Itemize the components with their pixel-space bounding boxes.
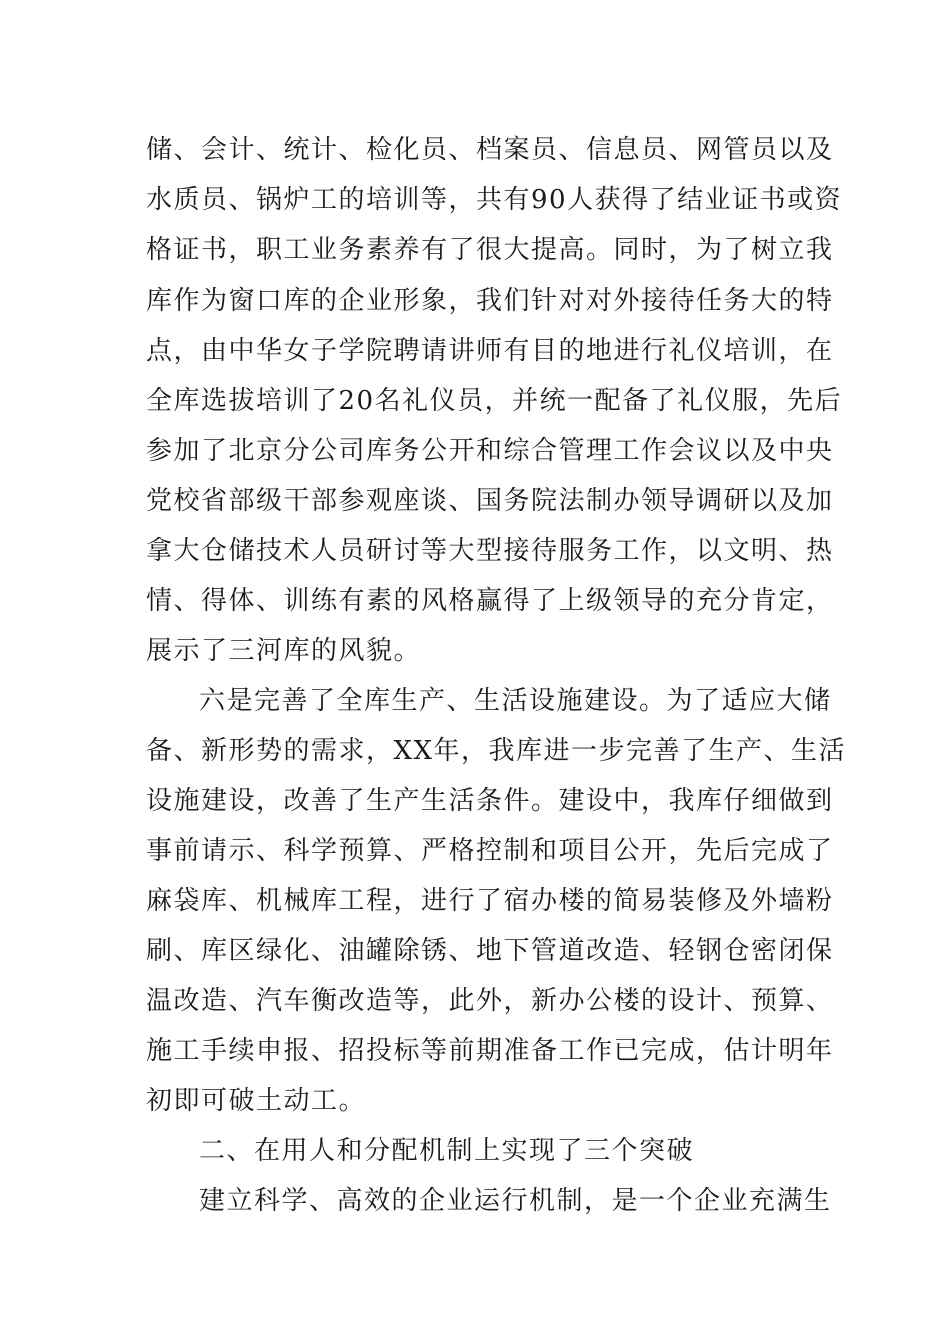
text-line: 情、得体、训练有素的风格赢得了上级领导的充分肯定， [146,586,834,616]
text-line: 点，由中华女子学院聘请讲师有目的地进行礼仪培训，在 [146,336,834,366]
text-line: 麻袋库、机械库工程，进行了宿办楼的简易装修及外墙粉 [146,886,834,916]
text-line: 水质员、锅炉工的培训等，共有90人获得了结业证书或资 [146,185,843,215]
text-line: 拿大仓储技术人员研讨等大型接待服务工作，以文明、热 [146,536,834,566]
text-line: 初即可破土动工。 [146,1086,367,1116]
text-line: 全库选拔培训了20名礼仪员，并统一配备了礼仪服，先后 [146,386,843,416]
paragraph-first-line: 六是完善了全库生产、生活设施建设。为了适应大储 [199,686,832,716]
text-line: 党校省部级干部参观座谈、国务院法制办领导调研以及加 [146,486,834,516]
paragraph-first-line: 建立科学、高效的企业运行机制，是一个企业充满生 [199,1186,832,1216]
text-line: 温改造、汽车衡改造等，此外，新办公楼的设计、预算、 [146,986,834,1016]
text-line: 施工手续申报、招投标等前期准备工作已完成，估计明年 [146,1036,834,1066]
text-line: 库作为窗口库的企业形象，我们针对对外接待任务大的特 [146,286,834,316]
text-line: 储、会计、统计、检化员、档案员、信息员、网管员以及 [146,135,834,165]
text-line: 事前请示、科学预算、严格控制和项目公开，先后完成了 [146,836,834,866]
text-line: 备、新形势的需求，XX年，我库进一步完善了生产、生活 [146,736,847,766]
text-line: 刷、库区绿化、油罐除锈、地下管道改造、轻钢仓密闭保 [146,936,834,966]
section-heading: 二、在用人和分配机制上实现了三个突破 [199,1136,695,1166]
text-line: 参加了北京分公司库务公开和综合管理工作会议以及中央 [146,436,834,466]
text-line: 格证书，职工业务素养有了很大提高。同时，为了树立我 [146,235,834,265]
text-line: 展示了三河库的风貌。 [146,636,422,666]
text-line: 设施建设，改善了生产生活条件。建设中，我库仔细做到 [146,786,834,816]
